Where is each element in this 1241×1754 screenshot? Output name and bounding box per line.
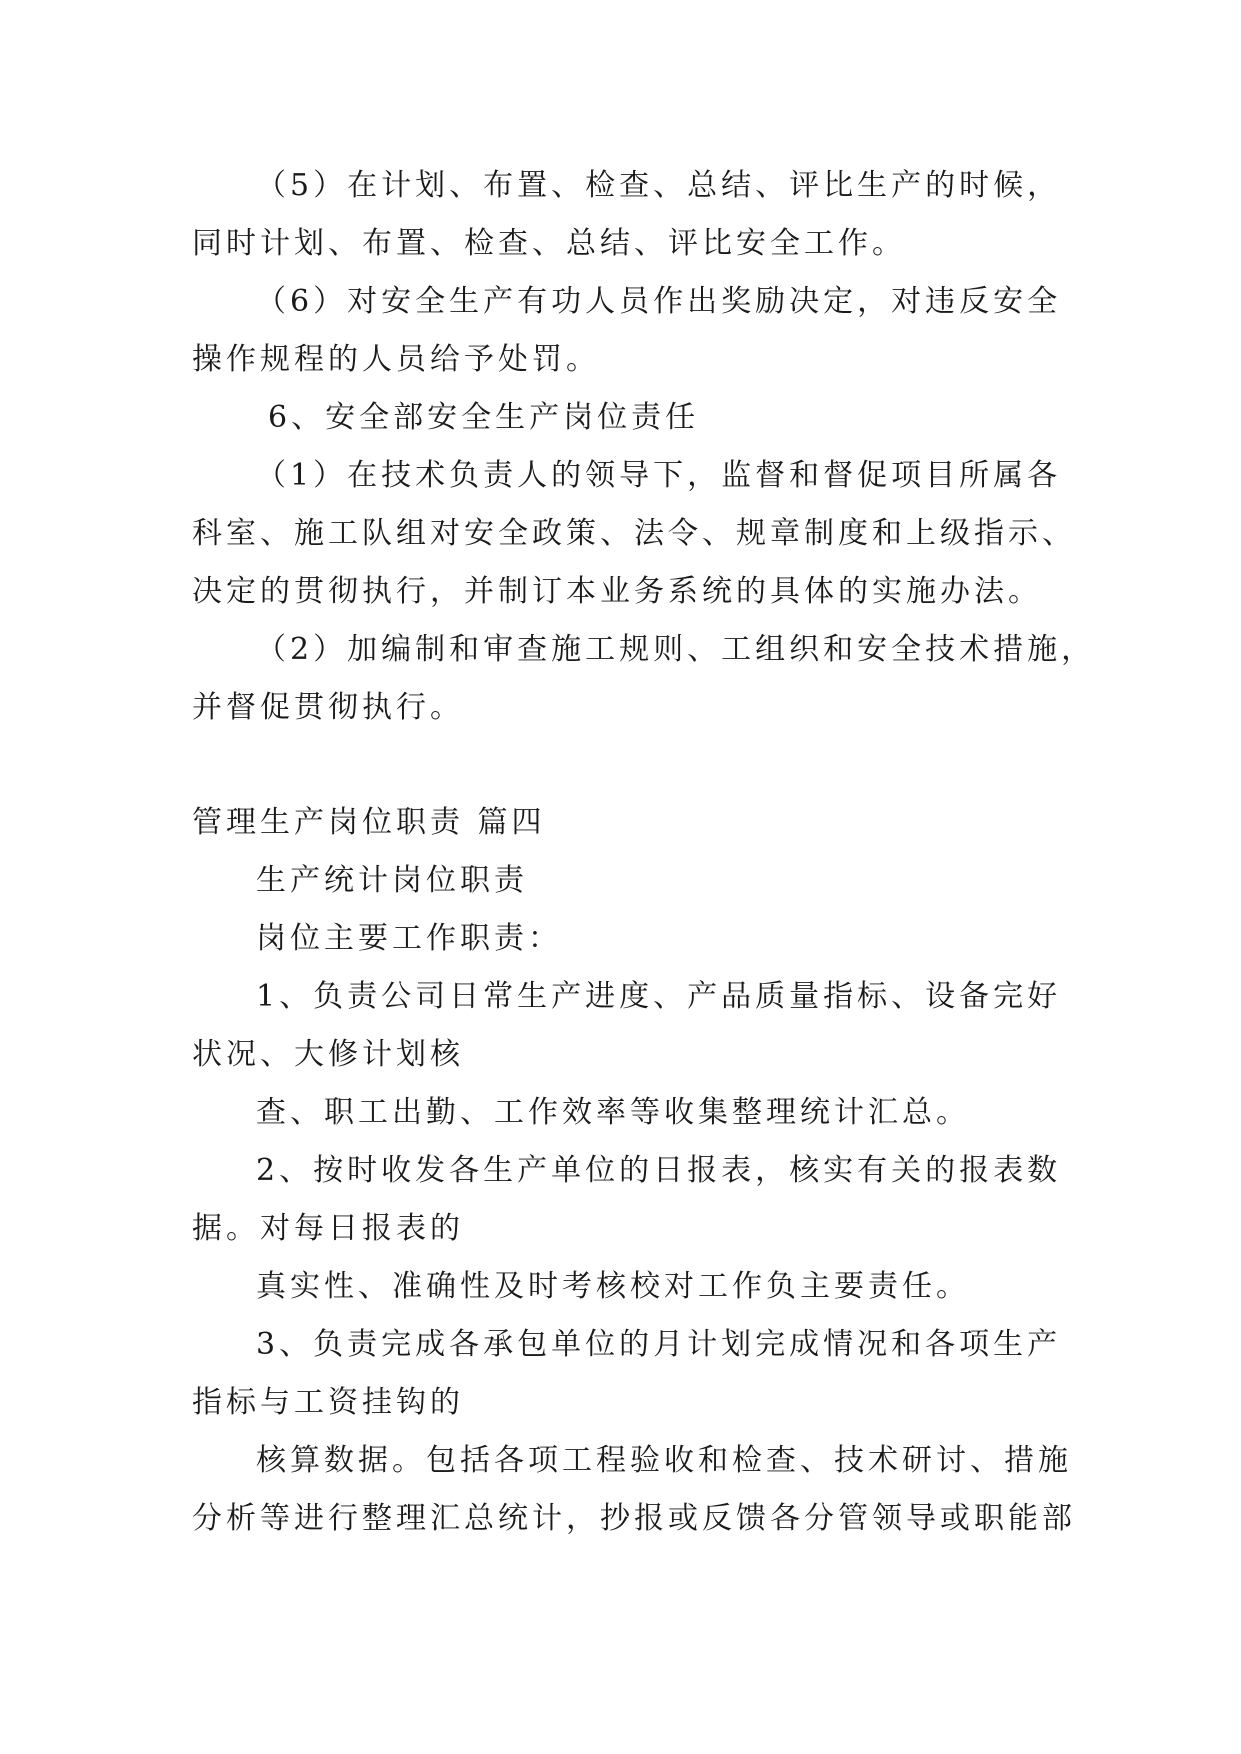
duty-3-line-2: 指标与工资挂钩的 [192,1385,464,1420]
duty-2-line-2: 据。对每日报表的 [192,1211,464,1246]
duty-2-line-3: 真实性、准确性及时考核校对工作负主要责任。 [256,1269,970,1304]
item-1-line-1: （1）在技术负责人的领导下，监督和督促项目所属各 [256,458,1062,493]
duty-2-line-1: 2、按时收发各生产单位的日报表，核实有关的报表数 [256,1153,1062,1188]
item-2-line-2: 并督促贯彻执行。 [192,690,464,725]
item-1-line-3: 决定的贯彻执行，并制订本业务系统的具体的实施办法。 [192,574,1042,609]
paragraph-5-line-1: （5）在计划、布置、检查、总结、评比生产的时候， [256,168,1062,203]
chapter-title: 管理生产岗位职责 篇四 [192,805,546,840]
duties-heading: 岗位主要工作职责： [256,921,562,956]
paragraph-5-line-2: 同时计划、布置、检查、总结、评比安全工作。 [192,226,906,261]
duty-3-line-4: 分析等进行整理汇总统计，抄报或反馈各分管领导或职能部 [192,1501,1076,1536]
item-1-line-2: 科室、施工队组对安全政策、法令、规章制度和上级指示、 [192,516,1076,551]
duty-3-line-3: 核算数据。包括各项工程验收和检查、技术研讨、措施 [256,1443,1072,1478]
duty-1-line-2: 状况、大修计划核 [192,1037,464,1072]
section-6-heading: 6、安全部安全生产岗位责任 [268,400,700,435]
duty-1-line-1: 1、负责公司日常生产进度、产品质量指标、设备完好 [256,979,1062,1014]
subsection-title: 生产统计岗位职责 [256,863,528,898]
paragraph-6-line-1: （6）对安全生产有功人员作出奖励决定，对违反安全 [256,284,1062,319]
duty-3-line-1: 3、负责完成各承包单位的月计划完成情况和各项生产 [256,1327,1062,1362]
duty-1-line-3: 查、职工出勤、工作效率等收集整理统计汇总。 [256,1095,970,1130]
item-2-line-1: （2）加编制和审查施工规则、工组织和安全技术措施， [256,632,1096,667]
paragraph-6-line-2: 操作规程的人员给予处罚。 [192,342,600,377]
